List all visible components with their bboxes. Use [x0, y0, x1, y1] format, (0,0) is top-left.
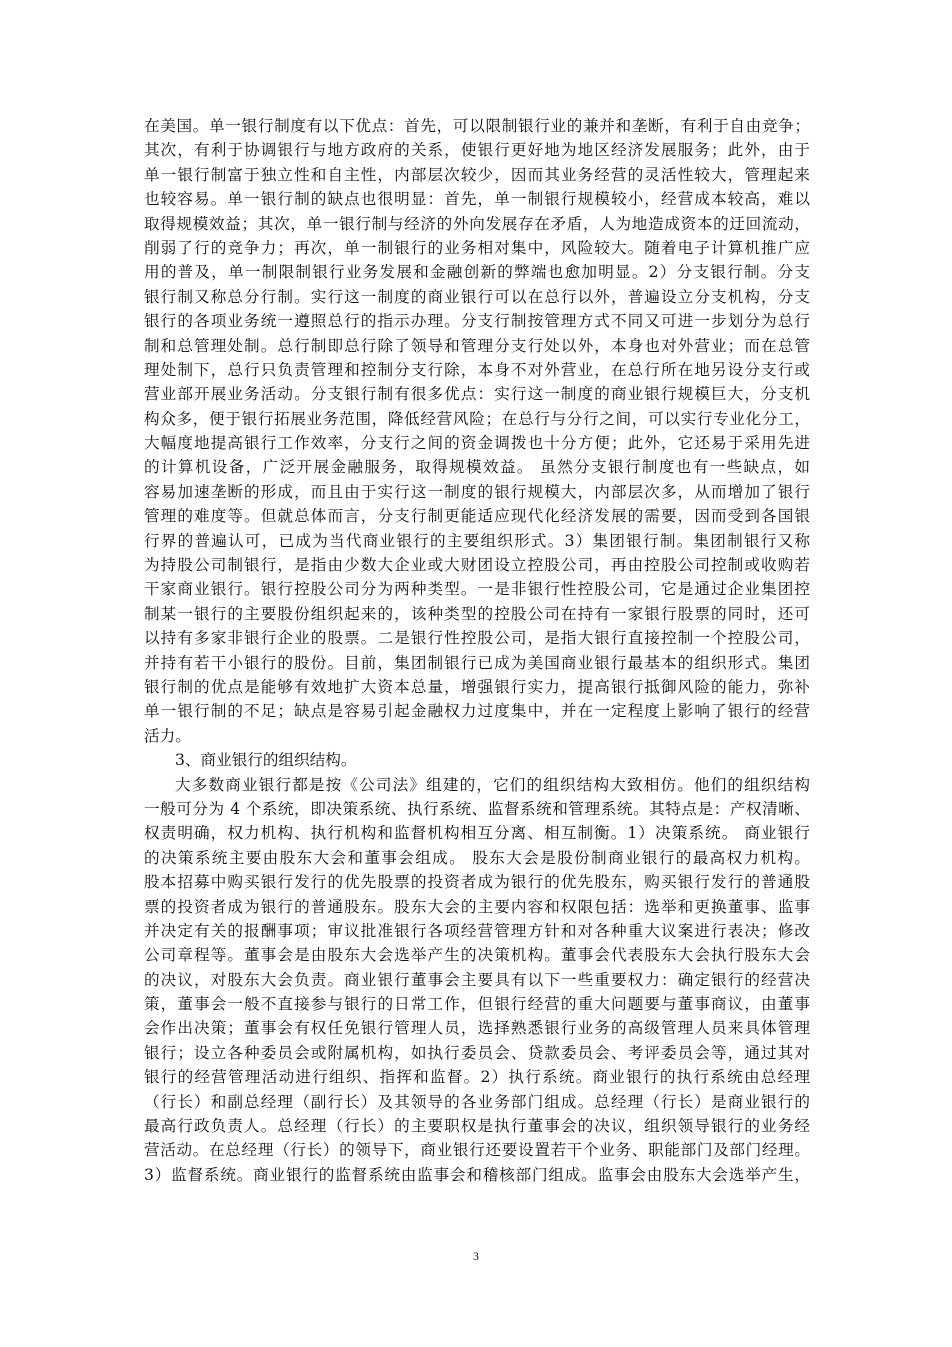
text-line: 银行；设立各种委员会或附属机构，如执行委员会、贷款委员会、考评委员会等，通过其对	[144, 1043, 810, 1062]
text-line: 营业部开展业务活动。分支银行制有很多优点：实行这一制度的商业银行规模巨大，分支机	[144, 385, 810, 404]
text-line: 股本招募中购买银行发行的优先股票的投资者成为银行的优先股东，购买银行发行的普通股	[144, 873, 810, 892]
text-line: 营活动。在总经理（行长）的领导下，商业银行还要设置若干个业务、职能部门及部门经理。	[144, 1141, 810, 1160]
text-line: （行长）和副总经理（副行长）及其领导的各业务部门组成。总经理（行长）是商业银行的	[144, 1092, 810, 1111]
text-line: 银行的经营管理活动进行组织、指挥和监督。2）执行系统。商业银行的执行系统由总经理	[144, 1068, 810, 1087]
text-line: 权责明确，权力机构、执行机构和监督机构相互分离、相互制衡。1）决策系统。 商业银行	[144, 824, 810, 843]
paragraph-bank-systems	[144, 114, 810, 748]
text-line: 在美国。单一银行制度有以下优点：首先，可以限制银行业的兼并和垄断，有利于自由竞争；	[144, 117, 810, 135]
text-line: 容易加速垄断的形成，而且由于实行这一制度的银行规模大，内部层次多，从而增加了银行	[144, 482, 810, 501]
text-line: 最高行政负责人。总经理（行长）的主要职权是执行董事会的决议，组织领导银行的业务经	[144, 1117, 810, 1136]
paragraph-organization-structure	[144, 773, 810, 1188]
text-line: 大多数商业银行都是按《公司法》组建的，它们的组织结构大致相仿。他们的组织结构	[175, 775, 810, 794]
text-line: 制某一银行的主要股份组织起来的，该种类型的控股公司在持有一家银行股票的同时，还可	[144, 604, 810, 623]
text-line: 3）监督系统。商业银行的监督系统由监事会和稽核部门组成。监事会由股东大会选举产生，	[144, 1165, 810, 1184]
text-line: 制和总管理处制。总行制即总行除了领导和管理分支行处以外，本身也对外营业；而在总管	[144, 336, 810, 355]
document-body	[144, 114, 810, 1187]
text-line: 管理的难度等。但就总体而言，分支行制更能适应现代化经济发展的需要，因而受到各国银	[144, 507, 810, 526]
text-line: 以持有多家非银行企业的股票。二是银行性控股公司，是指大银行直接控制一个控股公司，	[144, 629, 810, 648]
text-line: 的计算机设备，广泛开展金融服务，取得规模效益。 虽然分支银行制度也有一些缺点，如	[144, 458, 810, 477]
text-line: 理处制下，总行只负责管理和控制分支行除，本身不对外营业，在总行所在地另设分支行或	[144, 360, 810, 379]
text-line: 干家商业银行。银行控股公司分为两种类型。一是非银行性控股公司，它是通过企业集团控	[144, 580, 810, 599]
page-number: 3	[473, 1249, 479, 1263]
text-line: 其次，有利于协调银行与地方政府的关系，使银行更好地为地区经济发展服务；此外，由于	[144, 141, 810, 160]
text-line: 公司章程等。董事会是由股东大会选举产生的决策机构。董事会代表股东大会执行股东大会	[144, 946, 810, 965]
text-line: 行界的普遍认可，已成为当代商业银行的主要组织形式。3）集团银行制。集团制银行又称	[144, 531, 810, 550]
text-line: 策，董事会一般不直接参与银行的日常工作，但银行经营的重大问题要与董事商议，由董事	[144, 995, 810, 1014]
text-line: 大幅度地提高银行工作效率，分支行之间的资金调拨也十分方便；此外，它还易于采用先进	[144, 434, 810, 453]
text-line: 银行制又称总分行制。实行这一制度的商业银行可以在总行以外，普遍设立分支机构，分支	[144, 287, 810, 306]
text-line: 银行制的优点是能够有效地扩大资本总量，增强银行实力，提高银行抵御风险的能力，弥补	[144, 677, 810, 696]
text-line: 单一银行制富于独立性和自主性，内部层次较少，因而其业务经营的灵活性较大，管理起来	[144, 165, 810, 184]
text-line: 削弱了行的竞争力；再次，单一制银行的业务相对集中，风险较大。随着电子计算机推广应	[144, 238, 810, 257]
text-line: 为持股公司制银行，是指由少数大企业或大财团设立控股公司，再由控股公司控制或收购若	[144, 556, 810, 575]
text-line: 单一银行制的不足；缺点是容易引起金融权力过度集中，并在一定程度上影响了银行的经营	[144, 702, 810, 721]
text-line: 并决定有关的报酬事项；审议批准银行各项经营管理方针和对各种重大议案进行表决；修改	[144, 921, 810, 940]
text-line: 票的投资者成为银行的普通股东。股东大会的主要内容和权限包括：选举和更换董事、监事	[144, 897, 810, 916]
text-line: 会作出决策；董事会有权任免银行管理人员，选择熟悉银行业务的高级管理人员来具体管理	[144, 1019, 810, 1038]
text-line: 用的普及，单一制限制银行业务发展和金融创新的弊端也愈加明显。2）分支银行制。分支	[144, 263, 810, 282]
text-line: 也较容易。单一银行制的缺点也很明显：首先，单一制银行规模较小，经营成本较高，难以	[144, 190, 810, 209]
text-line: 银行的各项业务统一遵照总行的指示办理。分支行制按管理方式不同又可进一步划分为总行	[144, 312, 810, 331]
text-line: 取得规模效益；其次，单一银行制与经济的外向发展存在矛盾，人为地造成资本的迂回流动，	[144, 214, 810, 233]
text-line: 的决议，对股东大会负责。商业银行董事会主要具有以下一些重要权力：确定银行的经营决	[144, 970, 810, 989]
section-heading: 3、商业银行的组织结构。	[175, 751, 357, 770]
text-line: 活力。	[144, 726, 191, 745]
text-line: 的决策系统主要由股东大会和董事会组成。 股东大会是股份制商业银行的最高权力机构。	[144, 848, 810, 867]
text-line: 构众多，便于银行拓展业务范围，降低经营风险；在总行与分行之间，可以实行专业化分工，	[144, 409, 810, 428]
text-line: 并持有若干小银行的股份。目前，集团制银行已成为美国商业银行最基本的组织形式。集团	[144, 653, 810, 672]
text-line: 一般可分为 4 个系统，即决策系统、执行系统、监督系统和管理系统。其特点是：产权清晰、	[144, 799, 810, 818]
